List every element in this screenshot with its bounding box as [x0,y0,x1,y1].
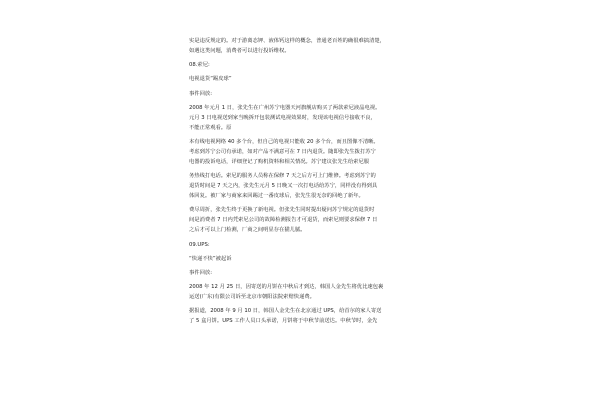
text-line: 事件回放: [189,90,212,97]
text-line: 体回复。被厂家与商家来回踢过一番皮球后，张先生很无奈的回绝了新年。 [189,193,364,200]
text-line: 务热线打电话。索尼的服务人员称在保修 7 天之后方可上门维修。考虑到苏宁的 [189,173,376,180]
text-line: 如遇这类问题，消费者可以进行投诉维权。 [189,48,290,54]
text-line: 考虑到苏宁公司有承诺，如对产品不满意可在 7 日内退货。随即张先生拨打苏宁 [189,148,376,155]
text-line: 电器的投诉电话，详细登记了购机资料和相关情况。苏宁建议张先生给索尼服 [189,158,370,165]
text-line: 08.索尼: [189,62,210,69]
text-line: 元月 3 日电视送到家当晚拆开包装测试电视效果时，发现该电视信号接收不良， [189,114,376,121]
text-line: 不能正常观看。原 [189,124,232,131]
text-line: 间是消费者 7 日内凭索尼公司的故障检测报告才可退货，而索尼则要求保修 7 日 [189,217,378,224]
text-line: 据报道，2008 年 9 月 10 日，韩国人金先生在北京通过 UPS，给首尔的家人寄送 [189,308,382,315]
document-text-body [189,36,419,326]
text-line: 事件回放: [189,269,212,276]
text-line: 本有线电视网络 40 多个台，但自己的电视只能收 20 多个台，而且图像不清晰。 [189,138,379,145]
text-line: 09.UPS: [189,241,210,248]
text-line: 了 5 盒月饼。UPS 工作人员口头承诺，月饼将于中秋节前送达。中秋节时，金先 [189,318,378,325]
text-line: 电视退货“踢皮球” [189,76,232,83]
text-line: 2008 年元月 1 日，张先生在广州苏宁电器天河旗舰店购买了两款索尼液晶电视。 [189,104,381,111]
text-line: 费尽周折，张先生终于更换了新电视。但张先生同时提出疑问苏宁规定的退货时 [189,207,375,214]
text-line: “快递不快”被起诉 [189,255,232,262]
text-line: 退货时间是 7 天之内，张先生元月 5 日晚又一次打电话给苏宁，同样没有得到具 [189,183,378,190]
text-line: 2008 年 12 月 25 日，因寄送的月饼在中秋后才到达，韩国人金先生将优比速包裹 [189,284,384,291]
text-line: 运送(广东)有限公司诉至北京市朝阳法院索赔快递费。 [189,294,315,301]
text-line: 之后才可以上门检测，厂商之间明显存在猫儿腻。 [189,227,306,234]
text-line: 实是违反规定的。对于游离态钾、液体钙这样的概念，普通老百姓的确很难搞清楚， [189,38,385,44]
